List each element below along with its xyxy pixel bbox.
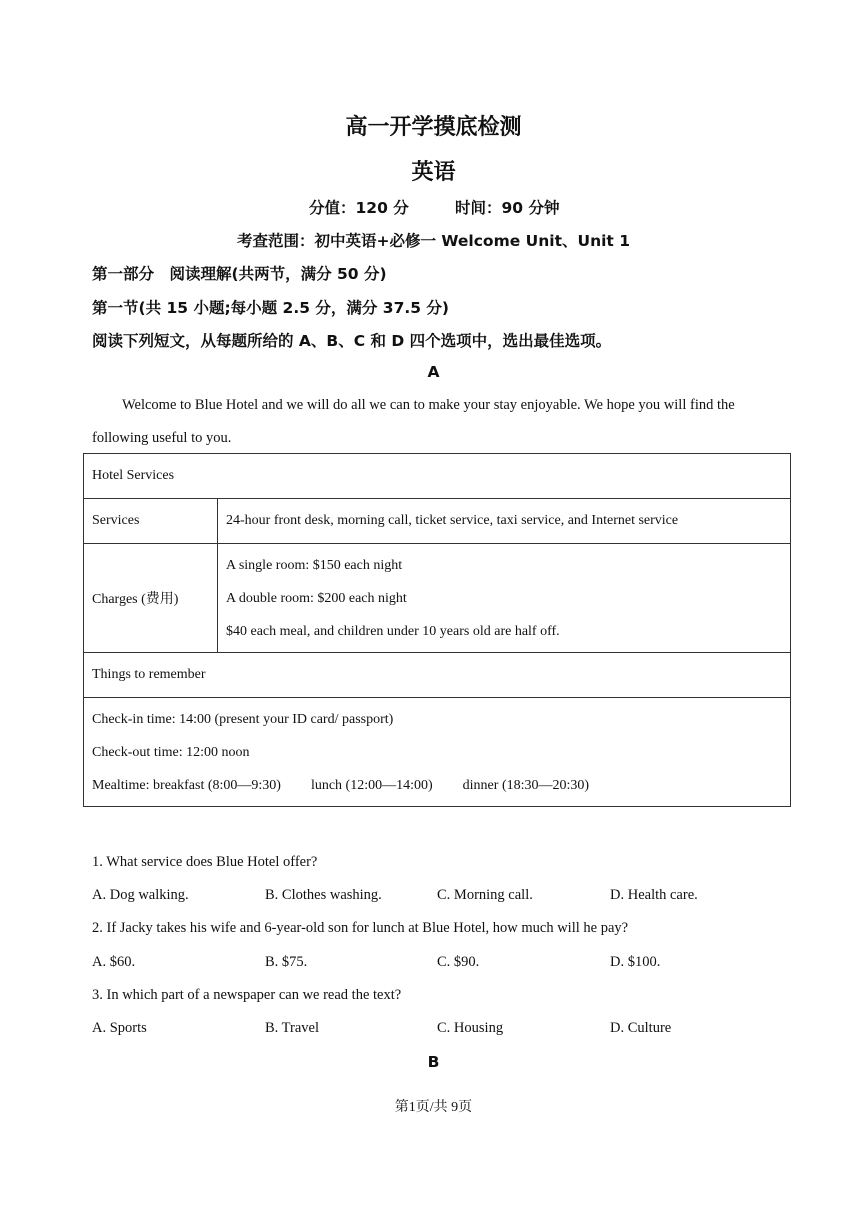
charge-meal: $40 each meal, and children under 10 years old are half off. <box>226 623 560 639</box>
passage-a-label: A <box>427 363 440 381</box>
question-2: 2. If Jacky takes his wife and 6-year-old son for lunch at Blue Hotel, how much will he pay? <box>92 920 629 936</box>
remember-details <box>84 698 791 807</box>
checkout-time: Check-out time: 12:00 noon <box>92 744 250 760</box>
q2-option-c[interactable]: C. $90. <box>437 954 480 970</box>
instruction: 阅读下列短文，从每题所给的 A、B、C 和 D 四个选项中，选出最佳选项。 <box>92 332 612 350</box>
mealtime-row <box>92 769 782 802</box>
time-info: 时间：90 分钟 <box>455 199 560 217</box>
passage-b-label: B <box>427 1053 440 1071</box>
passage-intro-line1: Welcome to Blue Hotel and we will do all we can to make your stay enjoyable. We hope you will find the <box>122 397 735 413</box>
score-info: 分值：120 分 <box>309 199 409 217</box>
mealtime-dinner: dinner (18:30—20:30) <box>462 777 590 793</box>
q3-option-b[interactable]: B. Travel <box>265 1020 319 1036</box>
q2-option-b[interactable]: B. $75. <box>265 954 308 970</box>
mealtime-lunch: lunch (12:00—14:00) <box>310 777 433 793</box>
charges-label: Charges (费用) <box>84 544 218 653</box>
services-label: Services <box>84 499 218 544</box>
q3-option-d[interactable]: D. Culture <box>610 1020 672 1036</box>
table-title: Hotel Services <box>84 454 791 499</box>
q3-option-a[interactable]: A. Sports <box>92 1020 147 1036</box>
subject-title: 英语 <box>411 160 456 185</box>
q1-option-b[interactable]: B. Clothes washing. <box>265 887 382 903</box>
exam-scope: 考查范围：初中英语+必修一 Welcome Unit、Unit 1 <box>236 232 631 250</box>
checkin-time: Check-in time: 14:00 (present your ID card/ passport) <box>92 711 394 727</box>
services-value: 24-hour front desk, morning call, ticket service, taxi service, and Internet service <box>218 499 791 544</box>
remember-title: Things to remember <box>84 653 791 698</box>
q3-option-c[interactable]: C. Housing <box>437 1020 504 1036</box>
hotel-services-table <box>83 453 791 807</box>
charges-value <box>218 544 791 653</box>
charge-single-room: A single room: $150 each night <box>226 557 403 573</box>
subsection-heading: 第一节(共 15 小题;每小题 2.5 分，满分 37.5 分) <box>92 299 450 317</box>
question-1: 1. What service does Blue Hotel offer? <box>92 854 318 870</box>
part-heading: 第一部分 阅读理解(共两节，满分 50 分) <box>92 265 387 283</box>
q1-option-c[interactable]: C. Morning call. <box>437 887 533 903</box>
exam-title: 高一开学摸底检测 <box>345 115 522 140</box>
question-3: 3. In which part of a newspaper can we read the text? <box>92 987 402 1003</box>
q2-option-d[interactable]: D. $100. <box>610 954 661 970</box>
mealtime-breakfast: Mealtime: breakfast (8:00—9:30) <box>92 777 281 793</box>
q1-option-a[interactable]: A. Dog walking. <box>92 887 189 903</box>
passage-intro-line2: following useful to you. <box>92 430 232 446</box>
q1-option-d[interactable]: D. Health care. <box>610 887 698 903</box>
page-footer: 第1页/共 9页 <box>394 1100 473 1115</box>
q2-option-a[interactable]: A. $60. <box>92 954 136 970</box>
charge-double-room: A double room: $200 each night <box>226 590 407 606</box>
